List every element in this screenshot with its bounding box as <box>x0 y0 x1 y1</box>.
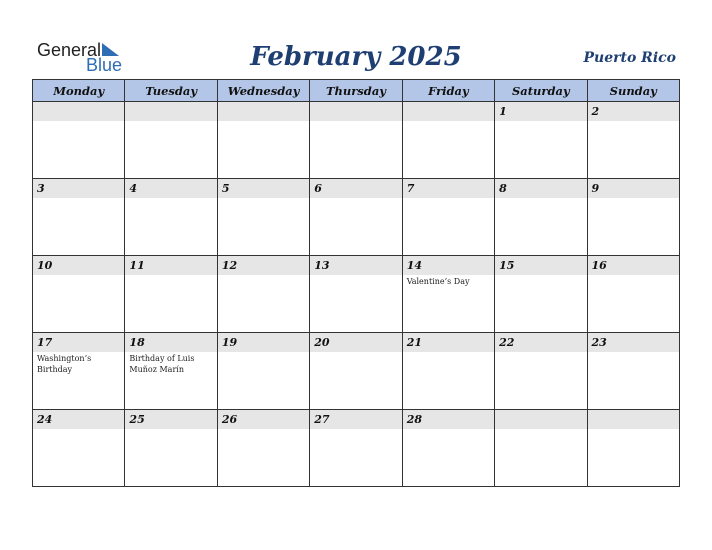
holiday-label <box>218 429 309 430</box>
day-number: 28 <box>406 413 422 426</box>
day-number-bar <box>403 410 494 429</box>
day-number: 7 <box>406 182 415 195</box>
week-row <box>33 256 680 333</box>
holiday-label <box>495 352 586 353</box>
holiday-label: Washington’s Birthday <box>37 354 92 374</box>
day-cell[interactable] <box>495 256 587 333</box>
holiday-label <box>218 275 309 276</box>
holiday-label <box>588 198 679 199</box>
day-number-bar <box>310 179 401 198</box>
weekday-header: Saturday <box>495 80 587 102</box>
day-number: 11 <box>129 259 145 272</box>
holiday-label <box>495 121 586 122</box>
day-cell[interactable] <box>33 410 125 487</box>
day-cell[interactable] <box>587 333 679 410</box>
day-number: 8 <box>499 182 507 195</box>
day-number-bar <box>33 102 124 121</box>
day-number-bar <box>495 410 586 429</box>
day-number-bar <box>218 179 309 198</box>
day-cell[interactable] <box>125 179 217 256</box>
day-number: 21 <box>406 336 422 349</box>
holiday-label <box>403 121 494 122</box>
week-row <box>33 179 680 256</box>
holiday-label <box>310 121 401 122</box>
day-cell[interactable] <box>495 102 587 179</box>
holiday-label <box>403 429 494 430</box>
holiday-label <box>403 198 494 199</box>
holiday-label <box>33 429 124 430</box>
day-cell[interactable] <box>217 333 309 410</box>
day-number: 2 <box>591 105 600 118</box>
holiday-label <box>218 352 309 353</box>
day-number-bar <box>588 410 679 429</box>
day-number-bar <box>495 333 586 352</box>
day-number: 5 <box>221 182 230 195</box>
day-number-bar <box>33 410 124 429</box>
day-number-bar <box>495 256 586 275</box>
holiday-label <box>588 121 679 122</box>
day-number: 4 <box>129 182 138 195</box>
holiday-label <box>310 275 401 276</box>
day-number: 18 <box>129 336 145 349</box>
day-cell[interactable] <box>587 179 679 256</box>
day-number-bar <box>218 410 309 429</box>
holiday-label <box>33 275 124 276</box>
weekday-header: Tuesday <box>125 80 217 102</box>
day-number-bar <box>33 179 124 198</box>
holiday-label <box>310 429 401 430</box>
day-number-bar <box>588 333 679 352</box>
holiday-label <box>33 198 124 199</box>
day-number: 15 <box>499 259 515 272</box>
day-cell[interactable] <box>33 102 125 179</box>
day-cell[interactable] <box>587 256 679 333</box>
holiday-label <box>310 198 401 199</box>
holiday-label: Valentine’s Day <box>406 277 470 286</box>
day-number-bar <box>403 179 494 198</box>
day-number: 20 <box>314 336 330 349</box>
day-number: 10 <box>37 259 53 272</box>
day-cell[interactable] <box>402 102 494 179</box>
day-number: 27 <box>314 413 330 426</box>
country-name: Puerto Rico <box>583 50 676 66</box>
day-number-bar <box>403 333 494 352</box>
holiday-label <box>125 121 216 122</box>
day-number-bar <box>495 102 586 121</box>
day-cell[interactable] <box>587 410 679 487</box>
holiday-label <box>495 429 586 430</box>
day-cell[interactable] <box>495 410 587 487</box>
day-number: 6 <box>314 182 322 195</box>
logo-word-general: General <box>37 40 102 60</box>
holiday-label <box>125 429 216 430</box>
day-cell[interactable] <box>402 256 494 333</box>
day-number: 12 <box>221 259 238 272</box>
day-number-bar <box>125 256 216 275</box>
day-number: 13 <box>314 259 330 272</box>
day-cell[interactable] <box>310 410 402 487</box>
holiday-label <box>588 275 679 276</box>
calendar-body <box>33 102 680 487</box>
day-number-bar <box>33 333 124 352</box>
day-cell[interactable] <box>125 333 217 410</box>
day-cell[interactable] <box>33 333 125 410</box>
day-number: 1 <box>499 105 507 118</box>
day-cell[interactable] <box>217 102 309 179</box>
day-number-bar <box>218 256 309 275</box>
day-number-bar <box>310 256 401 275</box>
day-number-bar <box>125 179 216 198</box>
day-cell[interactable] <box>310 256 402 333</box>
holiday-label <box>125 198 216 199</box>
day-number-bar <box>125 333 216 352</box>
calendar-title: February 2025 <box>250 42 462 72</box>
weekday-header: Thursday <box>310 80 402 102</box>
day-cell[interactable] <box>217 256 309 333</box>
holiday-label <box>310 352 401 353</box>
day-cell[interactable] <box>495 333 587 410</box>
holiday-label <box>495 198 586 199</box>
holiday-label <box>218 198 309 199</box>
logo-word-blue: Blue <box>86 55 123 75</box>
holiday-label <box>495 275 586 276</box>
day-cell[interactable] <box>125 256 217 333</box>
day-number-bar <box>403 102 494 121</box>
holiday-label <box>33 121 124 122</box>
holiday-label <box>588 352 679 353</box>
day-number-bar <box>588 256 679 275</box>
day-cell[interactable] <box>125 102 217 179</box>
weekday-header-row <box>33 80 680 102</box>
day-number-bar <box>218 102 309 121</box>
weekday-header: Sunday <box>587 80 679 102</box>
day-cell[interactable] <box>310 102 402 179</box>
month-calendar-grid <box>32 79 680 487</box>
weekday-header: Monday <box>33 80 125 102</box>
week-row <box>33 102 680 179</box>
day-number: 25 <box>129 413 145 426</box>
day-number: 24 <box>37 413 53 426</box>
day-cell[interactable] <box>310 179 402 256</box>
day-number-bar <box>588 102 679 121</box>
day-number-bar <box>310 410 401 429</box>
day-number: 22 <box>499 336 515 349</box>
day-cell[interactable] <box>402 179 494 256</box>
day-number-bar <box>218 333 309 352</box>
day-number-bar <box>588 179 679 198</box>
day-cell[interactable] <box>217 410 309 487</box>
day-number-bar <box>33 256 124 275</box>
day-number-bar <box>310 333 401 352</box>
day-cell[interactable] <box>402 333 494 410</box>
day-cell[interactable] <box>217 179 309 256</box>
week-row <box>33 333 680 410</box>
day-cell[interactable] <box>587 102 679 179</box>
weekday-header: Friday <box>402 80 494 102</box>
day-cell[interactable] <box>33 179 125 256</box>
week-row <box>33 410 680 487</box>
day-number-bar <box>495 179 586 198</box>
day-number-bar <box>403 256 494 275</box>
day-number: 17 <box>37 336 53 349</box>
day-number-bar <box>310 102 401 121</box>
day-number: 23 <box>591 336 607 349</box>
holiday-label <box>588 429 679 430</box>
day-cell[interactable] <box>33 256 125 333</box>
day-number: 16 <box>591 259 607 272</box>
day-number: 9 <box>591 182 600 195</box>
weekday-header: Wednesday <box>217 80 309 102</box>
day-number-bar <box>125 102 216 121</box>
holiday-label <box>218 121 309 122</box>
day-number-bar <box>125 410 216 429</box>
day-cell[interactable] <box>495 179 587 256</box>
holiday-label <box>403 352 494 353</box>
holiday-label <box>125 275 216 276</box>
holiday-label: Birthday of Luis Muñoz Marín <box>129 354 195 374</box>
day-cell[interactable] <box>402 410 494 487</box>
day-number: 19 <box>221 336 238 349</box>
day-number: 26 <box>221 413 238 426</box>
day-number: 3 <box>37 182 45 195</box>
day-cell[interactable] <box>125 410 217 487</box>
day-number: 14 <box>406 259 422 272</box>
day-cell[interactable] <box>310 333 402 410</box>
